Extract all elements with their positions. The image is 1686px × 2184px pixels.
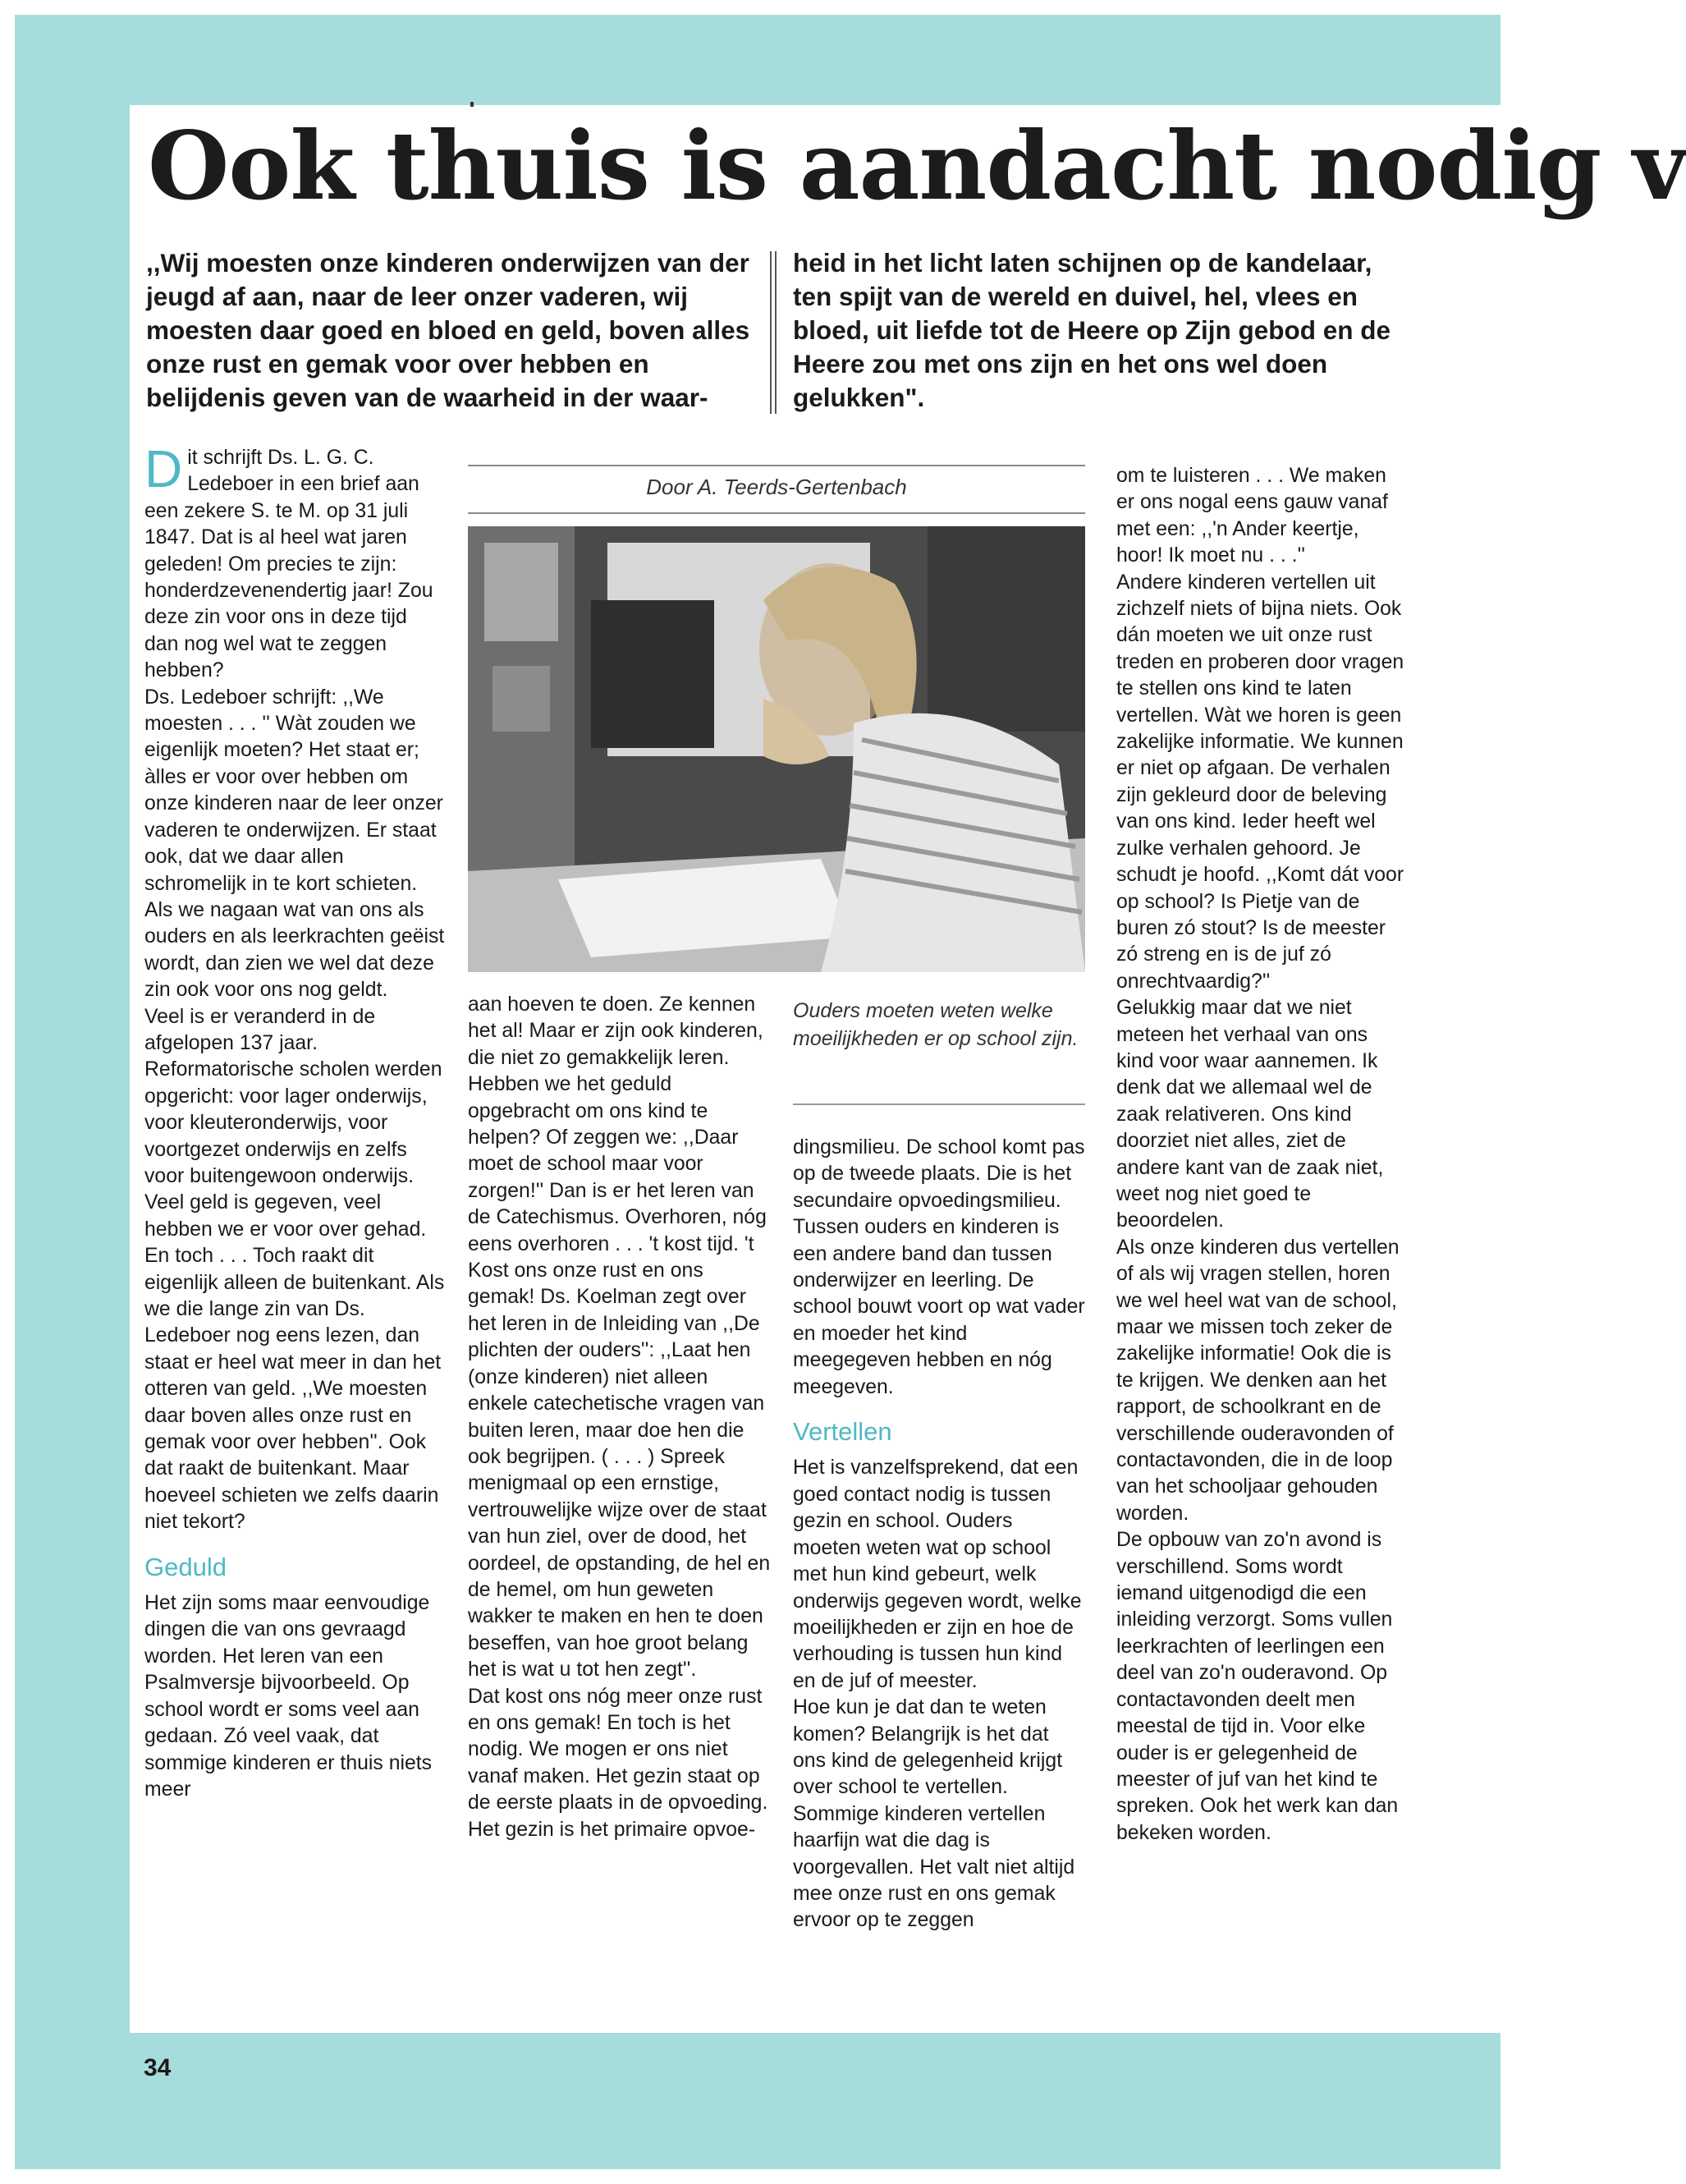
column-1	[144, 439, 445, 1803]
article-title: Ook thuis is aandacht nodig v	[148, 111, 1686, 221]
col3-paragraph-1: dingsmilieu. De school komt pas op de tweede plaats. Die is het secundaire opvoedingsmilieu. Tussen ouders en kinderen is een andere band dan tussen onderwijzer en leerling. De school bouwt voort op wat vader en moeder het kind meegegeven hebben en nóg meegeven.	[793, 1136, 1085, 1398]
col1-paragraph-4: En toch . . . Toch raakt dit eigenlijk alleen de buitenkant. Als we die lange zin van Ds. Ledeboer nog eens lezen, dan staat er heel wat meer in dan het otteren van geld. ,,We moesten daar boven alles onze rust en gemak voor over hebben''. Ook dat raakt de buitenkant. Maar hoeveel schieten we zelfs daarin niet tekort?	[144, 1245, 445, 1534]
lead-quote-left: ,,Wij moesten onze kinderen onderwijzen van der jeugd af aan, naar de leer onzer vaderen, wij moesten daar goed en bloed en geld, boven alles onze rust en gemak voor over hebben en belijdenis geven van de waarheid in der waar-	[146, 248, 750, 412]
photo-illustration	[468, 526, 1085, 972]
byline-box	[468, 465, 1085, 514]
col3-paragraph-3: Hoe kun je dat dan te weten komen? Belangrijk is het dat ons kind de gelegenheid krijgt over school te vertellen. Sommige kinderen vertellen haarfijn wat die dag is voorgevallen. Het valt niet altijd mee onze rust en ons gemak ervoor op te zeggen	[793, 1696, 1075, 1932]
lead-divider	[770, 251, 777, 414]
lead-quote-right: heid in het licht laten schijnen op de kandelaar, ten spijt van de wereld en duivel, hel, vlees en bloed, uit liefde tot de Heere op Zijn gebod en de Heere zou met ons zijn en het ons wel doen gelukken".	[793, 248, 1391, 412]
col1-paragraph-1: Dit schrijft Ds. L. G. C. Ledeboer in een brief aan een zekere S. te M. op 31 juli 1847. Dat is al heel wat jaren geleden! Om precies te zijn: honderdzevenendertig jaar! Zou deze zin voor ons in deze tijd dan nog wel wat te zeggen hebben?	[144, 439, 433, 682]
col3-paragraph-2: Het is vanzelfsprekend, dat een goed contact nodig is tussen gezin en school. Ouders moeten weten wat op school met hun kind gebeurt, welk onderwijs gegeven wordt, welke moeilijkheden er zijn en hoe de verhouding is tussen hun kind en de juf of meester.	[793, 1457, 1082, 1692]
col1-paragraph-5: Het zijn soms maar eenvoudige dingen die van ons gevraagd worden. Het leren van een Psalmversje bijvoorbeeld. Op school wordt er soms veel aan gedaan. Zó veel vaak, dat sommige kinderen er thuis niets meer	[144, 1592, 433, 1801]
column-3	[793, 1135, 1085, 1934]
page-number: 34	[144, 2054, 172, 2081]
heading-geduld: Geduld	[144, 1552, 227, 1581]
dropcap: D	[144, 439, 183, 498]
column-2	[468, 992, 772, 1843]
col4-paragraph-4: Als onze kinderen dus vertellen of als wij vragen stellen, horen we wel heel wat van de school, maar we missen toch zeker de zakelijke informatie! Ook die is te krijgen. We denken aan het rapport, de schoolkrant en de verschillende ouderavonden of contactavonden, die in de loop van het schooljaar gehouden worden.	[1116, 1236, 1400, 1525]
column-4	[1116, 463, 1409, 1847]
photo-caption: Ouders moeten weten welke moeilijkheden er op school zijn.	[793, 999, 1079, 1050]
col4-paragraph-1: om te luisteren . . . We maken er ons nogal eens gauw vanaf met een: ,,'n Ander keertje, hoor! Ik moet nu . . .''	[1116, 465, 1388, 567]
col1-paragraph-3: Veel is er veranderd in de afgelopen 137 jaar. Reformatorische scholen werden opgericht: voor lager onderwijs, voor kleuteronderwijs, voor voortgezet onderwijs en zelfs voor buitengewoon onderwijs. Veel geld is gegeven, veel hebben we er voor over gehad.	[144, 1005, 442, 1241]
col1-paragraph-2: Ds. Ledeboer schrijft: ,,We moesten . . . '' Wàt zouden we eigenlijk moeten? Het staat er; àlles er voor over hebben om onze kinderen naar de leer onzer vaderen te onderwijzen. Er staat ook, dat we daar allen schromelijk in te kort schieten. Als we nagaan wat van ons als ouders en als leerkrachten geëist wordt, dan zien we wel dat deze zin ook voor ons nog geldt.	[144, 686, 445, 1002]
col4-paragraph-2: Andere kinderen vertellen uit zichzelf niets of bijna niets. Ook dán moeten we uit onze rust treden en proberen door vragen te stellen ons kind te laten vertellen. Wàt we horen is geen zakelijke informatie. We kunnen er niet op afgaan. De verhalen zijn gekleurd door de beleving van ons kind. Ieder heeft wel zulke verhalen gehoord. Je schudt je hoofd. ,,Komt dát voor op school? Is Pietje van de buren zó stout? Is de meester zó streng en is de juf zó onrechtvaardig?''	[1116, 571, 1404, 993]
article-photo	[468, 526, 1085, 972]
caption-rule	[793, 1103, 1085, 1105]
magazine-page	[130, 105, 1686, 2033]
registration-mark	[470, 102, 474, 107]
heading-vertellen: Vertellen	[793, 1417, 892, 1447]
col4-paragraph-5: De opbouw van zo'n avond is verschillend. Soms wordt iemand uitgenodigd die een inleiding verzorgt. Soms vullen leerkrachten of leerlingen een deel van zo'n ouderavond. Op contactavonden deelt men meestal de tijd in. Voor elke ouder is er gelegenheid de meester of juf van het kind te spreken. Ook het werk kan dan bekeken worden.	[1116, 1529, 1399, 1844]
col2-paragraph-1: aan hoeven te doen. Ze kennen het al! Maar er zijn ook kinderen, die niet zo gemakkelijk leren. Hebben we het geduld opgebracht om ons kind te helpen? Of zeggen we: ,,Daar moet de school maar voor zorgen!'' Dan is er het leren van de Catechismus. Overhoren, nóg eens overhoren . . . 't kost tijd. 't Kost ons onze rust en ons gemak! Ds. Koelman zegt over het leren in de Inleiding van ,,De plichten der ouders'': ,,Laat hen (onze kinderen) niet alleen enkele catechetische vragen van buiten leren, maar doe hen die ook begrijpen. ( . . . ) Spreek menigmaal op een ernstige, vertrouwelijke wijze over de staat van hun ziel, over de dood, het oordeel, de opstanding, de hel en de hemel, om hun geweten wakker te maken en hen te doen beseffen, van hoe groot belang het is wat u tot hen zegt''.	[468, 993, 771, 1682]
byline: Door A. Teerds-Gertenbach	[646, 475, 907, 499]
col2-paragraph-2: Dat kost ons nóg meer onze rust en ons gemak! En toch is het nodig. We mogen er ons niet vanaf maken. Het gezin staat op de eerste plaats in de opvoeding. Het gezin is het primaire opvoe-	[468, 1685, 768, 1841]
col4-paragraph-3: Gelukkig maar dat we niet meteen het verhaal van ons kind voor waar aannemen. Ik denk dat we allemaal wel de zaak relativeren. Ons kind doorziet niet alles, ziet de andere kant van de zaak niet, weet nog niet goed te beoordelen.	[1116, 997, 1384, 1232]
